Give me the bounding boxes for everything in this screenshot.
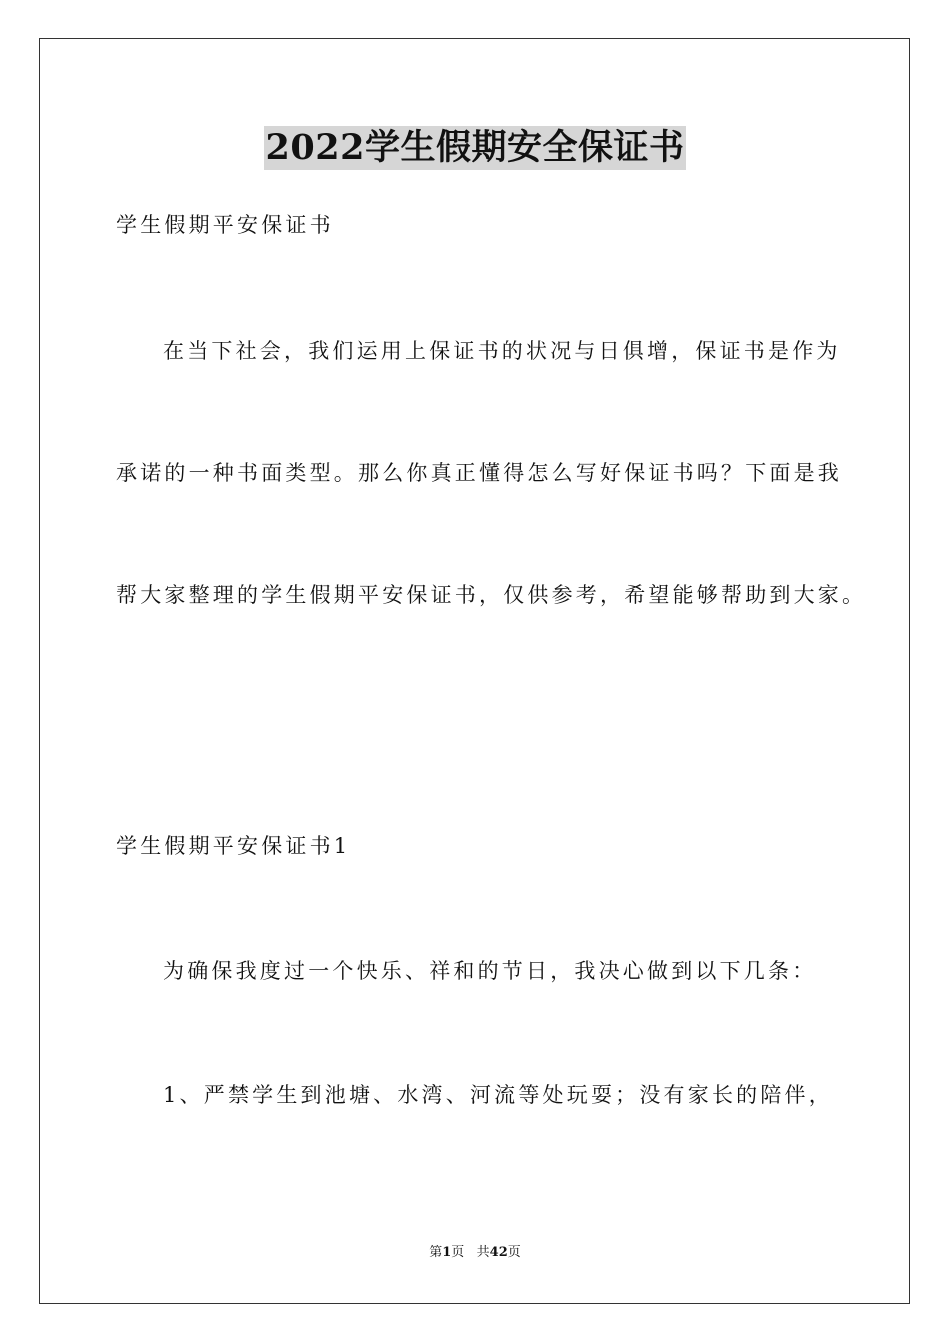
paragraph-line: 承诺的一种书面类型。那么你真正懂得怎么写好保证书吗？下面是我 <box>116 461 842 485</box>
footer-page-prefix: 第 <box>429 1245 443 1260</box>
footer-total-pages: 42 <box>489 1245 508 1260</box>
page-footer <box>0 1244 950 1262</box>
title-container <box>0 126 950 170</box>
paragraph-line: 为确保我度过一个快乐、祥和的节日，我决心做到以下几条： <box>163 959 817 983</box>
footer-page-suffix: 页 共 <box>451 1245 490 1260</box>
list-item: 1、严禁学生到池塘、水湾、河流等处玩耍；没有家长的陪伴， <box>163 1083 833 1107</box>
footer-total-suffix: 页 <box>507 1245 521 1260</box>
document-title: 2022学生假期安全保证书 <box>265 127 685 168</box>
document-subtitle: 学生假期平安保证书 <box>116 213 334 237</box>
section-heading: 学生假期平安保证书1 <box>116 834 351 858</box>
paragraph-line: 帮大家整理的学生假期平安保证书，仅供参考，希望能够帮助到大家。 <box>116 583 867 607</box>
paragraph-line: 在当下社会，我们运用上保证书的状况与日俱增，保证书是作为 <box>163 339 841 363</box>
footer-page-number: 1 <box>442 1245 452 1260</box>
